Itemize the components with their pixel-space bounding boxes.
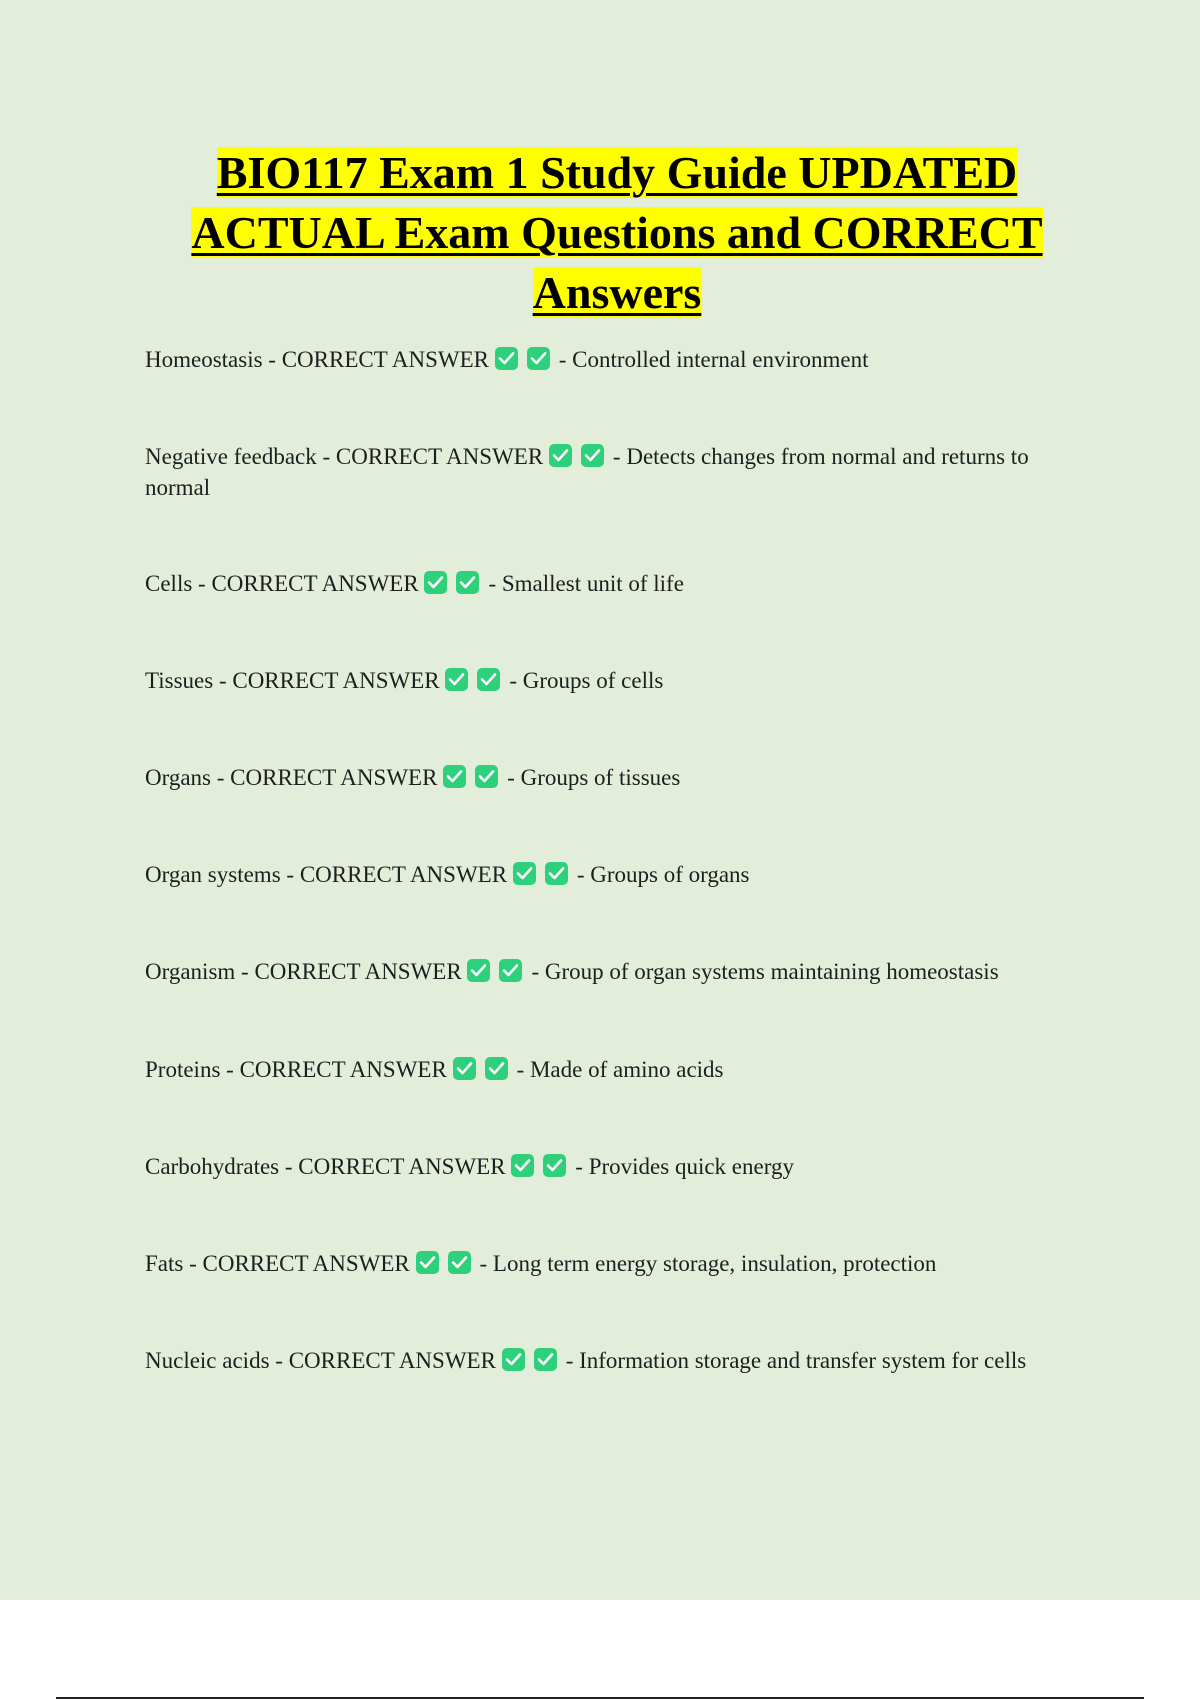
check-mark-button-icon xyxy=(581,444,604,467)
qa-term: Proteins - xyxy=(145,1057,240,1082)
check-mark-button-icon xyxy=(502,1348,525,1371)
title-line-2: ACTUAL Exam Questions and CORRECT xyxy=(191,207,1043,258)
qa-term: Negative feedback - xyxy=(145,444,336,469)
qa-item xyxy=(145,441,1080,503)
qa-answer: - Controlled internal environment xyxy=(558,347,869,372)
qa-item xyxy=(145,956,1080,987)
qa-item xyxy=(145,859,1080,890)
qa-answer: - Made of amino acids xyxy=(516,1057,724,1082)
answer-label: CORRECT ANSWER xyxy=(211,571,419,596)
title-line-3: Answers xyxy=(532,267,702,318)
answer-label: CORRECT ANSWER xyxy=(298,1154,506,1179)
check-mark-button-icon xyxy=(448,1251,471,1274)
check-mark-button-icon xyxy=(456,571,479,594)
check-mark-button-icon xyxy=(443,765,466,788)
answer-label: CORRECT ANSWER xyxy=(288,1348,496,1373)
qa-answer: - Groups of cells xyxy=(509,668,664,693)
footer-divider xyxy=(56,1697,1144,1699)
check-mark-button-icon xyxy=(499,959,522,982)
answer-label: CORRECT ANSWER xyxy=(202,1251,410,1276)
qa-term: Carbohydrates - xyxy=(145,1154,299,1179)
qa-item xyxy=(145,665,1080,696)
check-mark-button-icon xyxy=(511,1154,534,1177)
qa-item xyxy=(145,568,1080,599)
qa-item xyxy=(145,1345,1080,1376)
answer-label: CORRECT ANSWER xyxy=(281,347,489,372)
check-mark-button-icon xyxy=(549,444,572,467)
check-mark-button-icon xyxy=(477,668,500,691)
check-mark-button-icon xyxy=(513,862,536,885)
answer-label: CORRECT ANSWER xyxy=(232,668,440,693)
check-mark-button-icon xyxy=(475,765,498,788)
qa-answer: - Long term energy storage, insulation, protection xyxy=(479,1251,937,1276)
qa-term: Cells - xyxy=(145,571,212,596)
answer-label: CORRECT ANSWER xyxy=(239,1057,447,1082)
qa-answer: - Provides quick energy xyxy=(575,1154,794,1179)
check-mark-button-icon xyxy=(453,1057,476,1080)
document-title xyxy=(140,143,1094,323)
qa-answer: - Groups of tissues xyxy=(507,765,681,790)
qa-item xyxy=(145,1248,1080,1279)
answer-label: CORRECT ANSWER xyxy=(335,444,544,469)
check-mark-button-icon xyxy=(495,347,518,370)
qa-term: Fats - xyxy=(145,1251,203,1276)
qa-answer: - Group of organ systems maintaining homeostasis xyxy=(531,959,999,984)
answer-label: CORRECT ANSWER xyxy=(230,765,438,790)
qa-item xyxy=(145,1054,1080,1085)
check-mark-button-icon xyxy=(467,959,490,982)
qa-term: Organ systems - xyxy=(145,862,300,887)
qa-term: Tissues - xyxy=(145,668,233,693)
check-mark-button-icon xyxy=(416,1251,439,1274)
check-mark-button-icon xyxy=(545,862,568,885)
answer-label: CORRECT ANSWER xyxy=(254,959,462,984)
check-mark-button-icon xyxy=(445,668,468,691)
qa-answer: - Information storage and transfer system for cells xyxy=(565,1348,1027,1373)
answer-label: CORRECT ANSWER xyxy=(299,862,508,887)
qa-item xyxy=(145,762,1080,793)
qa-term: Nucleic acids - xyxy=(145,1348,289,1373)
check-mark-button-icon xyxy=(527,347,550,370)
check-mark-button-icon xyxy=(485,1057,508,1080)
qa-item xyxy=(145,1151,1080,1182)
check-mark-button-icon xyxy=(534,1348,557,1371)
qa-answer: - Smallest unit of life xyxy=(488,571,684,596)
check-mark-button-icon xyxy=(543,1154,566,1177)
qa-term: Homeostasis - xyxy=(145,347,282,372)
qa-answer: - Detects changes from normal and returns to normal xyxy=(145,444,1029,500)
qa-term: Organs - xyxy=(145,765,231,790)
qa-item xyxy=(145,344,1080,375)
qa-answer: - Groups of organs xyxy=(576,862,750,887)
title-line-1: BIO117 Exam 1 Study Guide UPDATED xyxy=(216,147,1018,198)
check-mark-button-icon xyxy=(424,571,447,594)
qa-term: Organism - xyxy=(145,959,255,984)
